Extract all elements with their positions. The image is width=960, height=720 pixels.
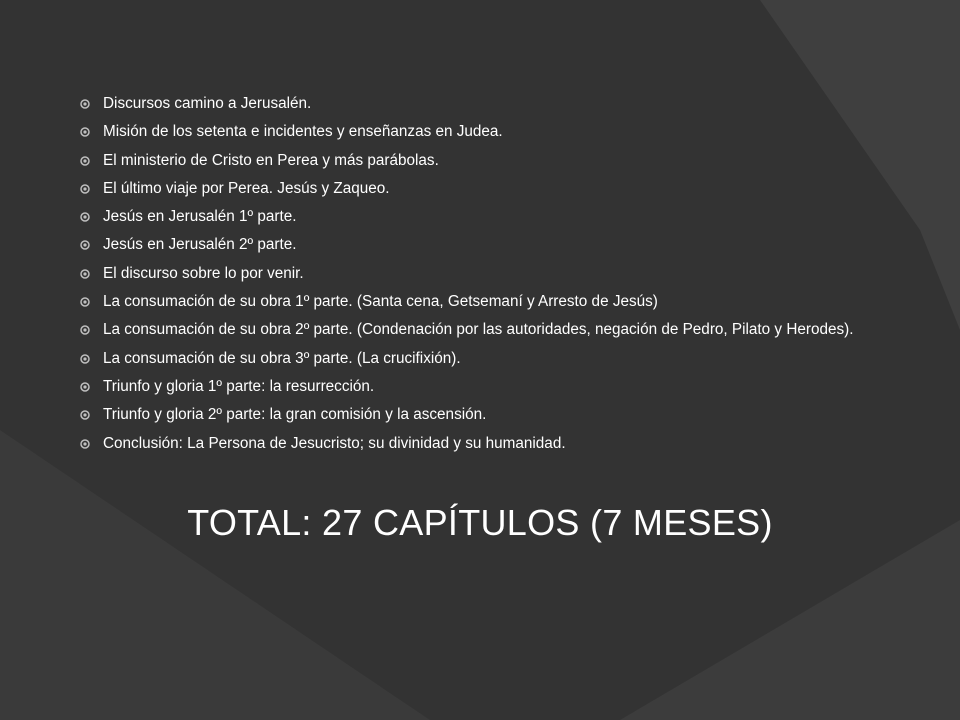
circle-target-icon xyxy=(80,439,90,449)
circle-target-icon xyxy=(80,127,90,137)
list-item-text: Jesús en Jerusalén 1º parte. xyxy=(103,208,297,226)
decorative-bottom-right-shape xyxy=(620,520,960,720)
circle-target-icon xyxy=(80,212,90,222)
circle-target-icon xyxy=(80,297,90,307)
list-item-text: Jesús en Jerusalén 2º parte. xyxy=(103,236,297,254)
list-item xyxy=(80,434,860,453)
list-item-text: Discursos camino a Jerusalén. xyxy=(103,95,312,112)
list-item xyxy=(80,179,860,198)
list-item-text: El ministerio de Cristo en Perea y más parábolas. xyxy=(103,151,439,169)
bullet-list xyxy=(80,94,860,462)
circle-target-icon xyxy=(80,240,90,250)
list-item-text: Conclusión: La Persona de Jesucristo; su divinidad y su humanidad. xyxy=(103,434,566,452)
list-item xyxy=(80,292,860,311)
list-item-text: El último viaje por Perea. Jesús y Zaqueo. xyxy=(103,179,390,197)
list-item-text: La consumación de su obra 1º parte. (Santa cena, Getsemaní y Arresto de Jesús) xyxy=(103,293,658,311)
circle-target-icon xyxy=(80,156,90,166)
list-item-text: El discurso sobre lo por venir. xyxy=(103,264,304,282)
list-item xyxy=(80,94,860,113)
list-item-text: Triunfo y gloria 2º parte: la gran comisión y la ascensión. xyxy=(103,406,487,424)
circle-target-icon xyxy=(80,382,90,392)
total-heading: TOTAL: 27 CAPÍTULOS (7 MESES) xyxy=(187,502,773,543)
circle-target-icon xyxy=(80,184,90,194)
list-item-text: La consumación de su obra 3º parte. (La crucifixión). xyxy=(103,349,461,367)
list-item xyxy=(80,207,860,226)
list-item-text: Triunfo y gloria 1º parte: la resurrección. xyxy=(103,377,375,395)
list-item xyxy=(80,405,860,424)
list-item xyxy=(80,377,860,396)
circle-target-icon xyxy=(80,354,90,364)
list-item xyxy=(80,320,860,339)
list-item xyxy=(80,235,860,254)
circle-target-icon xyxy=(80,325,90,335)
list-item xyxy=(80,122,860,141)
list-item xyxy=(80,264,860,283)
circle-target-icon xyxy=(80,99,90,109)
circle-target-icon xyxy=(80,269,90,279)
list-item xyxy=(80,349,860,368)
list-item xyxy=(80,151,860,170)
list-item-text: La consumación de su obra 2º parte. (Condenación por las autoridades, negación de Pedro, Pilato y Herodes). xyxy=(103,321,854,339)
circle-target-icon xyxy=(80,410,90,420)
list-item-text: Misión de los setenta e incidentes y enseñanzas en Judea. xyxy=(103,123,503,141)
decorative-bottom-left-shape xyxy=(0,430,430,720)
